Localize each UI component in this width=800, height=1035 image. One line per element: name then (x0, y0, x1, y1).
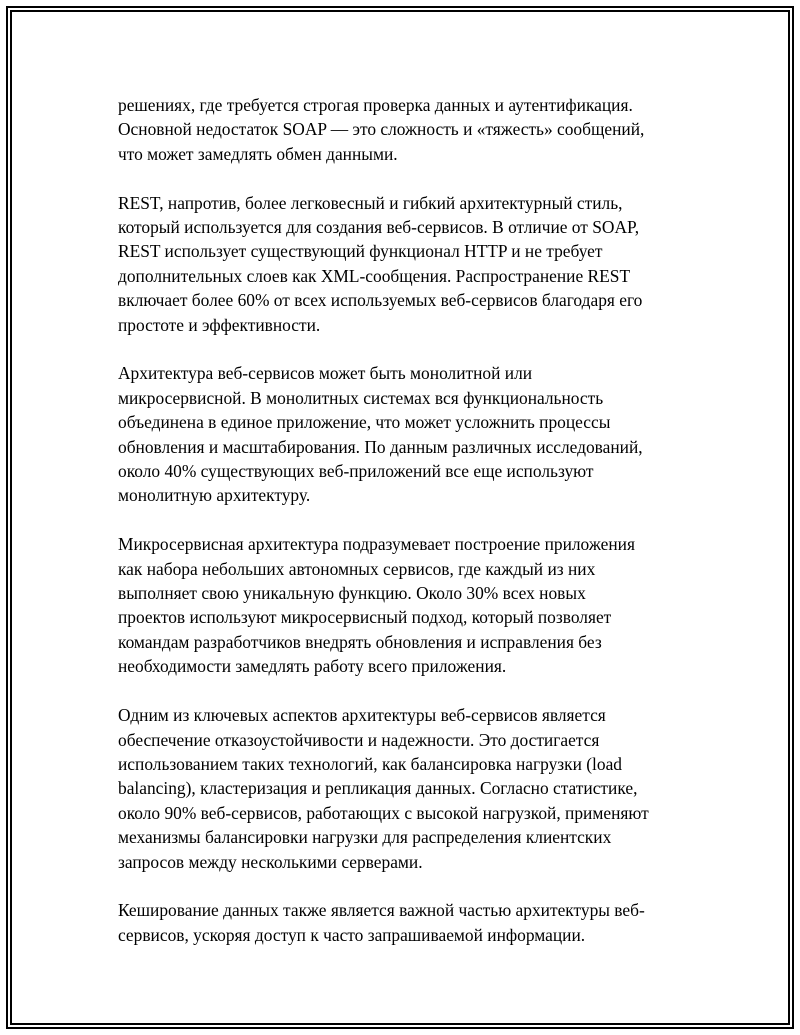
text-line: дополнительных слоев как XML-сообщения. Распространение REST (118, 265, 631, 286)
text-line: REST, напротив, более легковесный и гибкий архитектурный стиль, (118, 192, 623, 213)
text-line: использованием таких технологий, как балансировка нагрузки (load (118, 753, 622, 774)
paragraph-fault-tolerance (118, 703, 684, 874)
text-line: включает более 60% от всех используемых веб-сервисов благодаря его (118, 290, 643, 311)
text-line: обеспечение отказоустойчивости и надежности. Это достигается (118, 729, 600, 750)
text-line: обновления и масштабирования. По данным различных исследований, (118, 436, 643, 457)
paragraph-caching (118, 898, 684, 947)
text-line: который используется для создания веб-сервисов. В отличие от SOAP, (118, 217, 640, 238)
text-line: сервисов, ускоряя доступ к часто запрашиваемой информации. (118, 924, 586, 945)
text-line: около 90% веб-сервисов, работающих с высокой нагрузкой, применяют (118, 802, 649, 823)
text-line: микросервисной. В монолитных системах вся функциональность (118, 387, 604, 408)
text-line: командам разработчиков внедрять обновления и исправления без (118, 631, 602, 652)
text-line: Архитектура веб-сервисов может быть монолитной или (118, 363, 533, 384)
document-body (118, 93, 684, 972)
paragraph-rest (118, 191, 684, 337)
text-line: объединена в единое приложение, что может усложнить процессы (118, 412, 611, 433)
text-line: запросов между несколькими серверами. (118, 851, 423, 872)
paragraph-monolithic (118, 361, 684, 507)
text-line: Кеширование данных также является важной частью архитектуры веб- (118, 900, 645, 921)
text-line: что может замедлять обмен данными. (118, 143, 398, 164)
text-line: проектов используют микросервисный подход, который позволяет (118, 607, 612, 628)
text-line: простоте и эффективности. (118, 314, 321, 335)
text-line: REST использует существующий функционал HTTP и не требует (118, 241, 603, 262)
paragraph-soap-summary (118, 93, 684, 166)
text-line: механизмы балансировки нагрузки для распределения клиентских (118, 827, 612, 848)
text-line: необходимости замедлять работу всего приложения. (118, 656, 507, 677)
text-line: Микросервисная архитектура подразумевает построение приложения (118, 534, 635, 555)
text-line: решениях, где требуется строгая проверка данных и аутентификация. (118, 95, 633, 115)
text-line: Одним из ключевых аспектов архитектуры веб-сервисов является (118, 705, 606, 726)
text-line: выполняет свою уникальную функцию. Около 30% всех новых (118, 583, 586, 604)
text-line: монолитную архитектуру. (118, 485, 311, 506)
text-line: balancing), кластеризация и репликация данных. Согласно статистике, (118, 778, 638, 799)
text-line: как набора небольших автономных сервисов, где каждый из них (118, 558, 596, 579)
text-line: Основной недостаток SOAP — это сложность и «тяжесть» сообщений, (118, 119, 645, 140)
paragraph-microservices (118, 532, 684, 678)
text-line: около 40% существующих веб-приложений все еще используют (118, 461, 594, 482)
